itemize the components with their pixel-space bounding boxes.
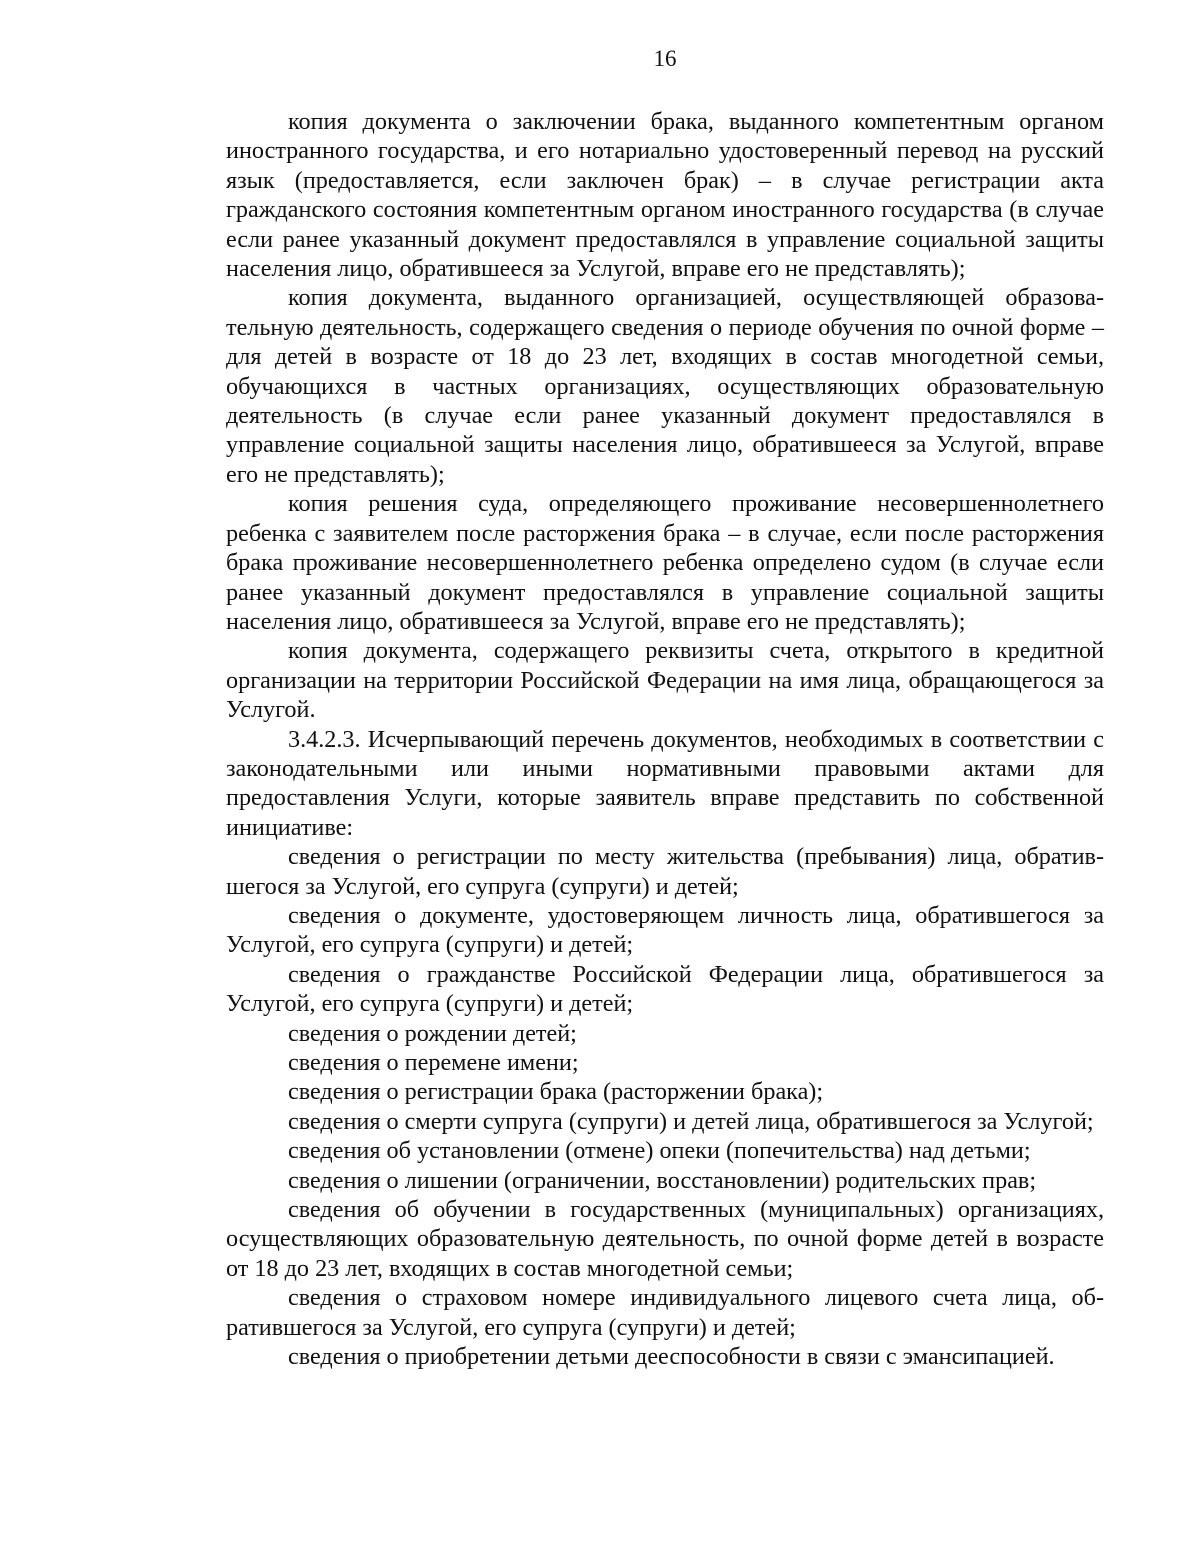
list-item-emancipation-info: сведения о приобретении детьми дееспособности в связи с эмансипацией. xyxy=(288,1343,1055,1371)
list-item-citizenship-info: сведения о гражданстве Российской Федерации лица, обратившегося за Услугой, его супруга (супруги) и детей; xyxy=(226,960,1104,1018)
list-item-registration-info: сведения о регистрации по месту жительства (пребывания) лица, обратившегося за Услугой, его супруга (супруги) и детей; xyxy=(226,843,1104,900)
list-item-death-info: сведения о смерти супруга (супруги) и детей лица, обратившегося за Услугой; xyxy=(288,1107,1094,1135)
document-body xyxy=(226,107,1104,1371)
list-item-guardianship-info: сведения об установлении (отмене) опеки (попечительства) над детьми; xyxy=(288,1137,1031,1165)
paragraph-bank-account-copy: копия документа, содержащего реквизиты счета, открытого в кредитной организации на территории Российской Федерации на имя лица, обращающегося за Услугой. xyxy=(226,637,1104,724)
list-item-identity-document-info: сведения о документе, удостоверяющем личность лица, обратившегося за Услугой, его супруга (супруги) и детей; xyxy=(226,901,1104,959)
list-item-marriage-registration-info: сведения о регистрации брака (расторжении брака); xyxy=(288,1078,824,1106)
paragraph-court-decision-copy: копия решения суда, определяющего проживание несовершеннолетнего ребенка с заявителем после расторжения брака – в случае, если после расторжения брака проживание несовершеннолетнего ребенка определено судом (в случае если ранее указанный документ предоставлялся в управление социальной защиты населения лицо, обратившееся за Услугой, вправе его не представлять); xyxy=(226,490,1104,635)
paragraph-marriage-document-copy: копия документа о заключении брака, выданного компетентным органом иностранного государства, и его нотариально удостоверенный перевод на русский язык (предоставляется, если заключен брак) – в случае регистрации акта гражданского состояния компетентным органом иностранного государства (в случае если ранее указанный документ предоставлялся в управление социальной защиты населения лицо, обратившееся за Услугой, вправе его не представлять); xyxy=(226,108,1104,283)
list-item-parental-rights-info: сведения о лишении (ограничении, восстановлении) родительских прав; xyxy=(288,1166,1037,1194)
paragraph-section-3-4-2-3: 3.4.2.3. Исчерпывающий перечень документов, необходимых в соответствии с законодательными или иными нормативными правовыми актами для предоставления Услуги, которые заявитель вправе представить по собственной инициативе: xyxy=(226,725,1104,841)
page-number: 16 xyxy=(653,46,677,71)
list-item-education-info: сведения об обучении в государственных (муниципальных) организациях, осуществляющих образовательную деятельность, по очной форме детей в возрасте от 18 до 23 лет, входящих в состав многодетной семьи; xyxy=(226,1196,1104,1282)
list-item-insurance-number-info: сведения о страховом номере индивидуального лицевого счета лица, обратившегося за Услугой, его супруга (супруги) и детей; xyxy=(226,1284,1104,1341)
list-item-name-change-info: сведения о перемене имени; xyxy=(288,1049,579,1076)
list-item-birth-info: сведения о рождении детей; xyxy=(288,1019,577,1047)
paragraph-education-document-copy: копия документа, выданного организацией, осуществляющей образовательную деятельность, содержащего сведения о периоде обучения по очной форме – для детей в возрасте от 18 до 23 лет, входящих в состав многодетной семьи, обучающихся в частных организациях, осуществляющих образовательную деятельность (в случае если ранее указанный документ предоставлялся в управление социальной защиты населения лицо, обратившееся за Услугой, вправе его не представлять); xyxy=(226,284,1104,488)
